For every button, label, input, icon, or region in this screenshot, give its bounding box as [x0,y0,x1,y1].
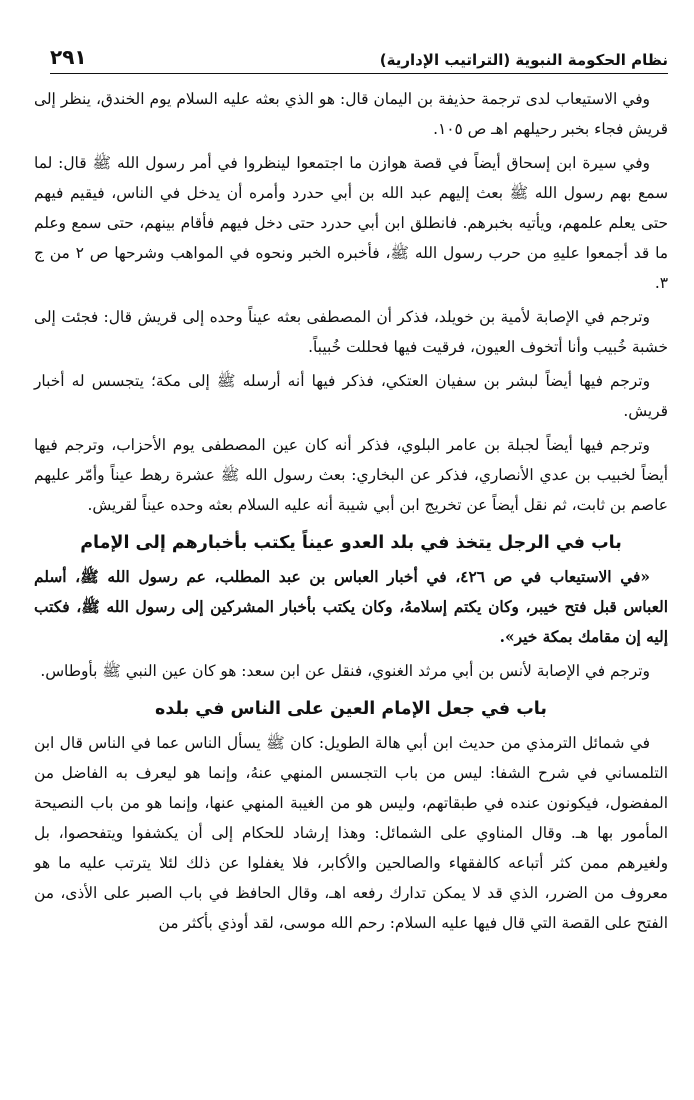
paragraph-8: في شمائل الترمذي من حديث ابن أبي هالة الطويل: كان ﷺ يسأل الناس عما في الناس قال ابن التلمساني في شرح الشفا: ليس من باب التجسس المنهي عنهُ، وإنما هو ليعرف به الفاضل من المفضول، فيكونون عنده في طبقاتهم، وليس هو من الغيبة المنهي عنها، وإنما هو من باب النصيحة المأمور بها هـ. وقال المناوي على الشمائل: وهذا إرشاد للحكام إلى أن يكشفوا ويتفحصوا، بل ولغيرهم ممن كثر أتباعه كالفقهاء والصالحين والأكابر، فلا يغفلوا عن ذلك لئلا يترتب عليه ما هو معروف من الضرر، الذي قد لا يمكن تدارك رفعه اهـ، وقال الحافظ في باب الصبر على الأذى، من الفتح على القصة التي قال فيها عليه السلام: رحم الله موسى، لقد أوذي بأكثر من [34,734,668,932]
running-title: نظام الحكومة النبوية (التراتيب الإدارية) [379,51,668,69]
section-heading-1: باب في الرجل يتخذ في بلد العدو عيناً يكتب بأخبارهم إلى الإمام [80,533,622,553]
page-body [34,84,668,942]
quoted-paragraph: «في الاستيعاب في ص ٤٢٦، في أخبار العباس بن عبد المطلب، عم رسول الله ﷺ، أسلم العباس قبل فتح خيبر، وكان يكتم إسلامهُ، وكان يكتب بأخبار المشركين إلى رسول الله ﷺ، فكتب إليه إن مقامك بمكة خير». [34,568,668,646]
page-number: ٢٩١ [50,45,87,69]
paragraph-5: وترجم فيها أيضاً لجبلة بن عامر البلوي، فذكر أنه كان عين المصطفى يوم الأحزاب، وترجم فيها أيضاً لخبيب بن عدي الأنصاري، فذكر عن البخاري: بعث رسول الله ﷺ عشرة رهط عيناً وأمّر عليهم عاصم بن ثابت، ثم نقل أيضاً عن تخريج ابن أبي شيبة أنه عليه السلام بعثه وحده عيناً لقريش. [34,436,668,514]
paragraph-1: وفي الاستيعاب لدى ترجمة حذيفة بن اليمان قال: هو الذي بعثه عليه السلام يوم الخندق، ينظر إلى قريش فجاء بخبر رحيلهم اهـ ص ١٠٥. [34,90,668,138]
paragraph-2: وفي سيرة ابن إسحاق أيضاً في قصة هوازن ما اجتمعوا لينظروا في أمر رسول الله ﷺ قال: لما سمع بهم رسول الله ﷺ بعث إليهم عبد الله بن أبي حدرد وأمره أن يدخل في الناس، فيقيم فيهم حتى يعلم علمهم، ويأتيه بخبرهم. فانطلق ابن أبي حدرد حتى دخل فيهم فأقام بينهم، حتى سمع وعلم ما قد أجمعوا عليهِ من حرب رسول الله ﷺ، فأخبره الخبر ونحوه في المواهب وشرحها ص ٢ من ج ٣. [34,154,668,292]
page-header [50,40,668,74]
paragraph-4: وترجم فيها أيضاً لبشر بن سفيان العتكي، فذكر فيها أنه أرسله ﷺ إلى مكة؛ يتجسس له أخبار قريش. [34,372,668,420]
paragraph-3: وترجم في الإصابة لأمية بن خويلد، فذكر أن المصطفى بعثه عيناً وحده إلى قريش قال: فجئت إلى خشبة خُبيب وأنا أتخوف العيون، فرقيت فيها فحللت خُبيباً. [34,308,668,356]
paragraph-7: وترجم في الإصابة لأنس بن أبي مرثد الغنوي، فنقل عن ابن سعد: هو كان عين النبي ﷺ بأوطاس. [40,662,650,680]
section-heading-2: باب في جعل الإمام العين على الناس في بلده [155,699,547,719]
